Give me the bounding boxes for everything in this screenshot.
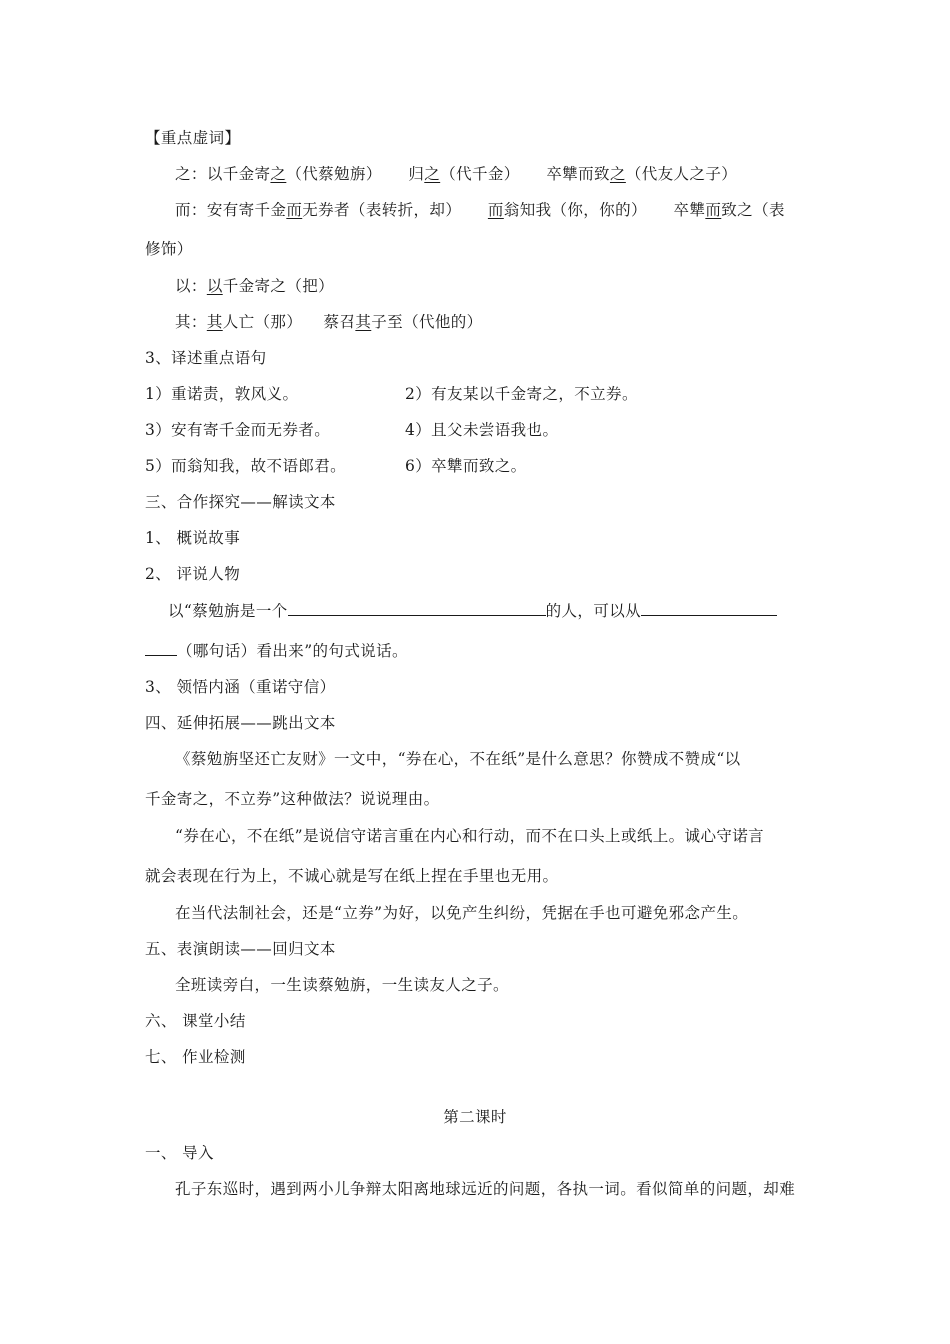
fill-in-sentence: 以“蔡勉旃是一个 的人，可以从	[168, 600, 777, 621]
section-6-heading: 六、 课堂小结	[145, 1012, 246, 1030]
section-7-heading: 七、 作业检测	[145, 1048, 246, 1066]
fill-blank-1[interactable]	[288, 600, 546, 616]
yi-line: 以：以千金寄之（把）	[175, 277, 335, 295]
translate-item: 1）重诺责，敦风义。	[145, 385, 299, 403]
lesson-2-intro-heading: 一、 导入	[145, 1144, 214, 1162]
section-5-heading: 五、表演朗读——回归文本	[145, 940, 336, 958]
translate-row-1	[145, 384, 805, 404]
translate-heading: 3、译述重点语句	[145, 349, 267, 367]
translate-item: 3）安有寄千金而无券者。	[145, 421, 331, 439]
fill-blank-2[interactable]	[641, 600, 777, 616]
section-3-item-2: 2、 评说人物	[145, 565, 241, 583]
section-5-para: 全班读旁白，一生读蔡勉旃，一生读友人之子。	[175, 976, 509, 994]
section-4-heading: 四、延伸拓展——跳出文本	[145, 714, 336, 732]
fill-in-sentence-cont: （哪句话）看出来”的句式说话。	[145, 640, 408, 661]
section-4-para-1: 《蔡勉旃坚还亡友财》一文中，“券在心，不在纸”是什么意思？你赞成不赞成“以	[175, 750, 741, 768]
section-3-heading: 三、合作探究——解读文本	[145, 493, 336, 511]
translate-item: 6）卒犨而致之。	[405, 457, 527, 475]
section-4-para-3: 在当代法制社会，还是“立券”为好，以免产生纠纷，凭据在手也可避免邪念产生。	[175, 904, 749, 922]
translate-item: 4）且父未尝语我也。	[405, 421, 559, 439]
key-words-heading: 【重点虚词】	[145, 129, 241, 147]
section-4-para-2-cont: 就会表现在行为上，不诚心就是写在纸上捏在手里也无用。	[145, 867, 559, 885]
translate-row-2	[145, 420, 805, 440]
translate-row-3	[145, 456, 805, 476]
fill-blank-2-cont[interactable]	[145, 640, 177, 656]
translate-item: 5）而翁知我，故不语郎君。	[145, 457, 347, 475]
section-4-para-1-cont: 千金寄之，不立券”这种做法？说说理由。	[145, 790, 440, 808]
section-3-item-1: 1、 概说故事	[145, 529, 241, 547]
er-line-cont: 修饰）	[145, 240, 193, 258]
lesson-2-title: 第二课时	[443, 1108, 507, 1126]
section-3-item-3: 3、 领悟内涵（重诺守信）	[145, 678, 336, 696]
qi-line: 其：其人亡（那） 蔡召其子至（代他的）	[175, 313, 483, 331]
er-line: 而：安有寄千金而无券者（表转折，却） 而翁知我（你，你的） 卒犨而致之（表	[175, 201, 785, 219]
section-4-para-2: “券在心，不在纸”是说信守诺言重在内心和行动，而不在口头上或纸上。诚心守诺言	[175, 827, 765, 845]
translate-item: 2）有友某以千金寄之，不立券。	[405, 385, 638, 403]
lesson-2-intro-para: 孔子东巡时，遇到两小儿争辩太阳离地球远近的问题，各执一词。看似简单的问题，却难	[175, 1180, 796, 1198]
zhi-line: 之：以千金寄之（代蔡勉旃） 归之（代千金） 卒犨而致之（代友人之子）	[175, 165, 738, 183]
